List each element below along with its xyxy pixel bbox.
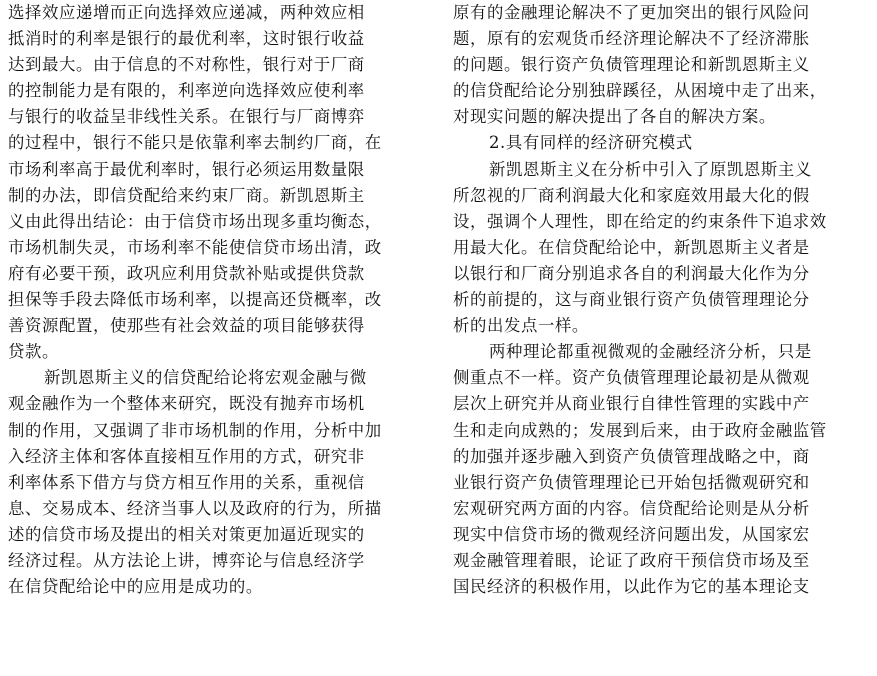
- text-line: 生和走向成熟的；发展到后来，由于政府金融监管: [453, 420, 827, 440]
- text-line: 2.具有同样的经济研究模式: [489, 133, 693, 153]
- text-line: 析的前提的，这与商业银行资产负债管理理论分: [453, 290, 810, 310]
- text-line: 现实中信贷市场的微观经济问题出发，从国家宏: [453, 524, 810, 544]
- text-line: 抵消时的利率是银行的最优利率，这时银行收益: [8, 29, 365, 49]
- text-line: 府有必要干预，政巩应利用贷款补贴或提供贷款: [8, 263, 365, 283]
- text-line: 贷款。: [8, 342, 59, 362]
- text-line: 国民经济的积极作用，以此作为它的基本理论支: [453, 577, 810, 597]
- text-line: 达到最大。由于信息的不对称性，银行对于厂商: [8, 55, 365, 75]
- text-line: 担保等手段去降低市场利率，以提高还贷概率，改: [8, 290, 382, 310]
- text-line: 的过程中，银行不能只是依靠利率去制约厂商，在: [8, 133, 382, 153]
- text-line: 的问题。银行资产负债管理理论和新凯恩斯主义: [453, 55, 810, 75]
- right-column: [453, 0, 861, 600]
- text-line: 所忽视的厂商利润最大化和家庭效用最大化的假: [453, 185, 810, 205]
- text-line: 设，强调个人理性，即在给定的约束条件下追求效: [453, 211, 827, 231]
- text-line: 选择效应递增而正向选择效应递减，两种效应相: [8, 3, 365, 22]
- text-line: 题，原有的宏观货币经济理论解决不了经济滞胀: [453, 29, 810, 49]
- text-line: 的加强并逐步融入到资产负债管理战略之中，商: [453, 446, 810, 466]
- text-line: 经济过程。从方法论上讲，博弈论与信息经济学: [8, 550, 365, 570]
- text-line: 用最大化。在信贷配给论中，新凯恩斯主义者是: [453, 237, 810, 257]
- text-line: 新凯恩斯主义的信贷配给论将宏观金融与微: [44, 368, 367, 388]
- text-line: 新凯恩斯主义在分析中引入了原凯恩斯主义: [489, 159, 812, 179]
- text-line: 的控制能力是有限的，利率逆向选择效应使利率: [8, 81, 365, 101]
- text-line: 侧重点不一样。资产负债管理理论最初是从微观: [453, 368, 810, 388]
- text-line: 析的出发点一样。: [453, 316, 589, 336]
- text-line: 市场利率高于最优利率时，银行必须运用数量限: [8, 159, 365, 179]
- text-line: 观金融作为一个整体来研究，既没有抛弃市场机: [8, 394, 365, 414]
- text-line: 义由此得出结论：由于信贷市场出现多重均衡态，: [8, 211, 382, 231]
- text-line: 息、交易成本、经济当事人以及政府的行为，所描: [8, 498, 382, 518]
- text-line: 的信贷配给论分别独辟蹊径，从困境中走了出来，: [453, 81, 827, 101]
- text-line: 利率体系下借方与贷方相互作用的关系，重视信: [8, 472, 365, 492]
- text-line: 宏观研究两方面的内容。信贷配给论则是从分析: [453, 498, 810, 518]
- text-line: 两种理论都重视微观的金融经济分析，只是: [489, 342, 812, 362]
- text-line: 入经济主体和客体直接相互作用的方式，研究非: [8, 446, 365, 466]
- text-line: 市场机制失灵，市场利率不能使信贷市场出清，政: [8, 237, 382, 257]
- text-line: 述的信贷市场及提出的相关对策更加逼近现实的: [8, 524, 365, 544]
- text-line: 原有的金融理论解决不了更加突出的银行风险问: [453, 3, 810, 22]
- text-line: 制的作用，又强调了非市场机制的作用，分析中加: [8, 420, 382, 440]
- text-line: 制的办法，即信贷配给来约束厂商。新凯恩斯主: [8, 185, 365, 205]
- text-line: 业银行资产负债管理理论已开始包括微观研究和: [453, 472, 810, 492]
- text-line: 与银行的收益呈非线性关系。在银行与厂商博弈: [8, 107, 365, 127]
- text-line: 善资源配置，使那些有社会效益的项目能够获得: [8, 316, 365, 336]
- text-line: 观金融管理着眼，论证了政府干预信贷市场及至: [453, 550, 810, 570]
- text-line: 在信贷配给论中的应用是成功的。: [8, 577, 263, 597]
- text-line: 以银行和厂商分别追求各自的利润最大化作为分: [453, 263, 810, 283]
- text-line: 对现实问题的解决提出了各自的解决方案。: [453, 107, 776, 127]
- left-column: [8, 0, 414, 600]
- text-line: 层次上研究并从商业银行自律性管理的实践中产: [453, 394, 810, 414]
